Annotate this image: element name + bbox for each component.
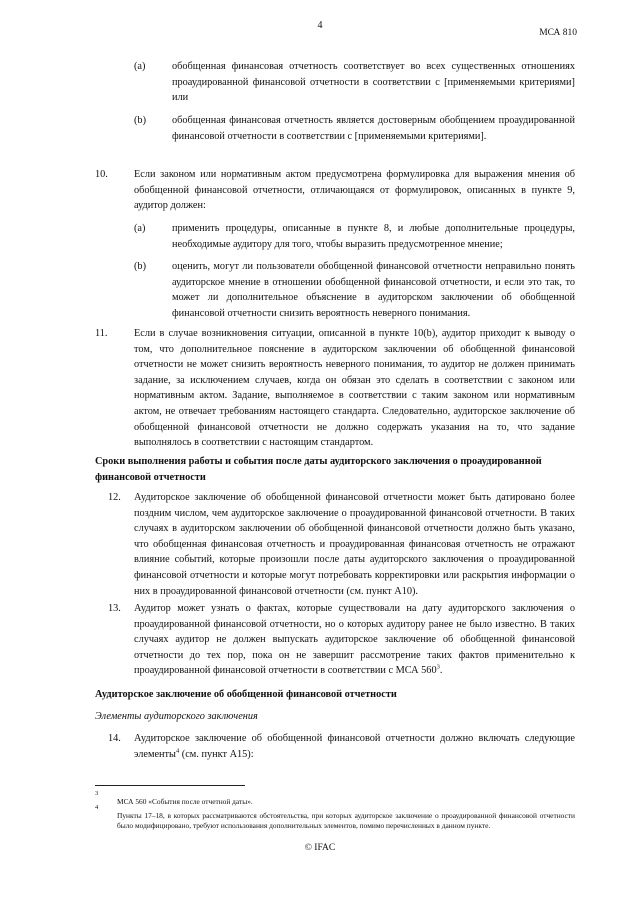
- copyright-footer: © IFAC: [304, 843, 336, 853]
- paragraph-14-body: Аудиторское заключение об обобщенной финансовой отчетности должно включать следующие элементы: [134, 733, 575, 760]
- footnote-3-text: МСА 560 «События после отчетной даты».: [117, 797, 253, 806]
- paragraph-13-body: Аудитор может узнать о фактах, которые существовали на дату аудиторского заключения о проаудированной финансовой отчетности, но о которых аудитору ранее не было известно. В таких случаях аудитор не должен выпускать аудиторское заключение об обобщенной финансовой отчетности до тех пор, пока он не завершит рассмотрение таких фактов применительно к проаудированной финансовой отчетности в соответствии с МСА 560: [134, 603, 575, 677]
- subheading-elements: Элементы аудиторского заключения: [95, 711, 258, 722]
- list-label-10a: (a): [134, 223, 146, 234]
- section-heading-timing: Сроки выполнения работы и события после даты аудиторского заключения о проаудированной финансовой отчетности: [95, 456, 542, 483]
- footnote-4-text: Пункты 17–18, в которых рассматриваются обстоятельства, при которых аудиторское заключение о проаудированной финансовой отчетности было модифицировано, требуют использования дополнительных элементов, помимо перечисленных в данном пункте.: [117, 811, 575, 830]
- paragraph-13-end: .: [439, 665, 443, 677]
- paragraph-12-text: Аудиторское заключение об обобщенной финансовой отчетности может быть датировано более поздним числом, чем аудиторское заключение о проаудированной финансовой отчетности. В таких случаях в аудиторском заключении об обобщенной финансовой отчетности должно быть указано, что обобщенная финансовая отчетность и проаудированная финансовая отчетность не отражают влияние событий, которые произошли после даты аудиторского заключения о проаудированной финансовой отчетности и которые могут потребовать корректировки или раскрытия информации о них в проаудированной финансовой отчетности (см. пункт А10).: [134, 492, 575, 597]
- list-item-10b-text: оценить, могут ли пользователи обобщенной финансовой отчетности неправильно понять аудиторское мнение в отношении обобщенной финансовой отчетности, и если это так, то может ли дополнительное объяснение в аудиторском заключении об обобщенной финансовой отчетности снизить вероятность неверного понимания.: [172, 261, 575, 319]
- paragraph-number-12: 12.: [108, 492, 121, 503]
- paragraph-number-13: 13.: [108, 603, 121, 614]
- list-label-a: (a): [134, 61, 146, 72]
- paragraph-11-text: Если в случае возникновения ситуации, описанной в пункте 10(b), аудитор приходит к выводу о том, что дополнительное пояснение в аудиторском заключении об обобщенной финансовой отчетности не может снизить вероятность неверного понимания, то аудитор не должен принимать задание, за исключением случаев, когда он обязан это сделать в соответствии с законом или нормативным актом. Задание, выполняемое в соответствии с таким законом или нормативным актом, не отвечает требованиям настоящего стандарта. Следовательно, аудиторское заключение об обобщенной финансовой отчетности не должно содержать указания на то, что задание выполнялось в соответствии с настоящим стандартом.: [134, 328, 575, 449]
- paragraph-14-text: [134, 731, 575, 762]
- paragraph-number-11: 11.: [95, 328, 108, 339]
- footnote-number-3: 3: [95, 790, 99, 797]
- standard-code: МСА 810: [539, 28, 577, 38]
- paragraph-14-end: (см. пункт А15):: [179, 748, 254, 760]
- list-item-a-text: обобщенная финансовая отчетность соответствует во всех существенных отношениях проаудированной финансовой отчетности в соответствии с [применяемыми критериями] или: [172, 61, 575, 104]
- section-heading-report: Аудиторское заключение об обобщенной финансовой отчетности: [95, 689, 397, 700]
- list-label-b: (b): [134, 115, 147, 126]
- paragraph-number-14: 14.: [108, 733, 121, 744]
- paragraph-13-text: [134, 601, 575, 679]
- footnote-divider: [95, 785, 245, 786]
- page-number: 4: [317, 20, 323, 31]
- paragraph-10-text: Если законом или нормативным актом предусмотрена формулировка для выражения мнения об обобщенной финансовой отчетности, отличающаяся от формулировок, описанных в пункте 9, аудитор должен:: [134, 169, 575, 212]
- footnote-number-4: 4: [95, 804, 99, 811]
- footnote-ref-4: 4: [175, 747, 180, 755]
- paragraph-number-10: 10.: [95, 169, 108, 180]
- list-item-10a-text: применить процедуры, описанные в пункте 8, и любые дополнительные процедуры, необходимые аудитору для того, чтобы выразить предусмотренное мнение;: [172, 223, 575, 250]
- list-label-10b: (b): [134, 261, 147, 272]
- footnote-ref-3: 3: [436, 663, 440, 671]
- list-item-b-text: обобщенная финансовая отчетность является достоверным обобщением проаудированной финансовой отчетности в соответствии с [применяемыми критериями].: [172, 115, 575, 142]
